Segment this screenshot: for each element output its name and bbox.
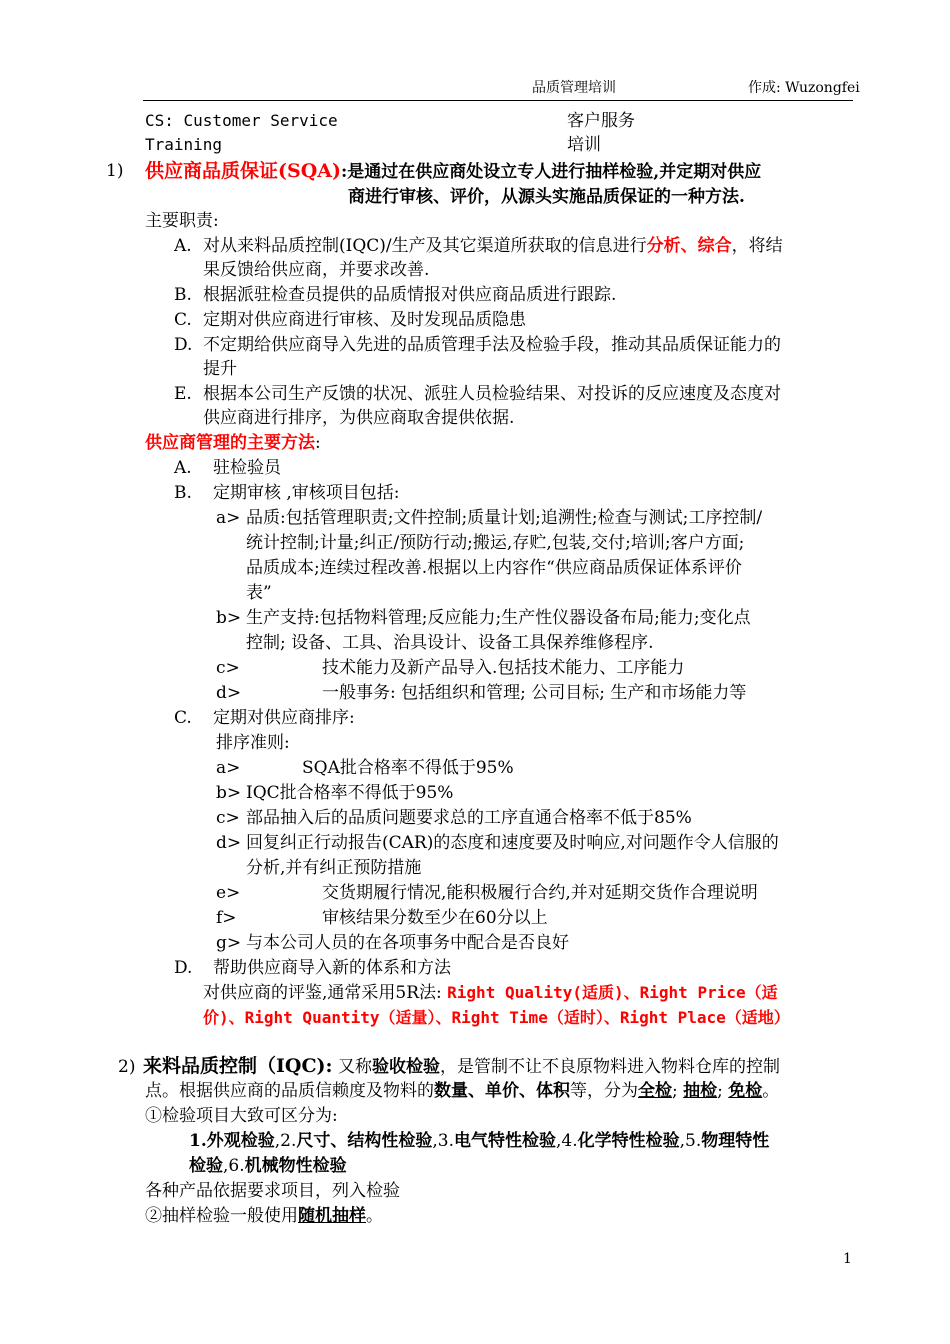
criteria-a-marker: a>: [216, 758, 241, 778]
keyword-volume: 体积: [536, 1081, 570, 1101]
method-d-marker: D.: [174, 958, 193, 978]
criteria-b-text: IQC批合格率不得低于95%: [246, 783, 454, 803]
sqa-definition-cont: 商进行审核、评价，从源头实施品质保证的一种方法.: [348, 187, 745, 207]
criteria-d-line-1: 回复纠正行动报告(CAR)的态度和速度要及时响应,对问题作令人信服的: [246, 833, 779, 853]
cs-chinese-line-2: 培训: [567, 135, 601, 155]
criteria-b-marker: b>: [216, 783, 242, 803]
method-d-text: 帮助供应商导入新的体系和方法: [213, 958, 451, 978]
criteria-d-marker: d>: [216, 833, 242, 853]
keyword-full-inspection: 全检: [638, 1081, 672, 1101]
duty-a-text-cont: 果反馈给供应商，并要求改善.: [203, 260, 430, 280]
sqa-definition: :是通过在供应商处设立专人进行抽样检验,并定期对供应: [341, 162, 762, 182]
duty-e-marker: E.: [174, 384, 192, 404]
keyword-analysis: 分析: [646, 236, 681, 256]
criteria-g-marker: g>: [216, 933, 242, 953]
duty-b-text: 根据派驻检查员提供的品质情报对供应商品质进行跟踪.: [203, 285, 617, 305]
audit-d-text: 一般事务: 包括组织和管理; 公司目标; 生产和市场能力等: [322, 683, 747, 703]
sampling-method-line: ②抽样检验一般使用随机抽样。: [145, 1206, 383, 1226]
5r-quality-price: Right Quality(适质)、Right Price（适: [447, 983, 778, 1002]
audit-a-marker: a>: [216, 508, 241, 528]
keyword-synthesis: 综合: [697, 236, 732, 256]
audit-a-line-4: 表”: [246, 583, 272, 603]
criteria-a-text: SQA批合格率不得低于95%: [302, 758, 514, 778]
item-physical: 物理特性: [701, 1131, 770, 1151]
audit-a-line-2: 统计控制;计量;纠正/预防行动;搬运,存贮,包装,交付;培训;客户方面;: [246, 533, 745, 553]
iqc-heading-line: 来料品质控制（IQC): 又称验收检验，是管制不让不良原物料进入物料仓库的控制: [143, 1055, 780, 1077]
inspection-items-intro: ①检验项目大致可区分为:: [145, 1106, 338, 1126]
page-number: 1: [843, 1251, 852, 1267]
audit-b-line-2: 控制; 设备、工具、治具设计、设备工具保养维修程序.: [246, 633, 654, 653]
criteria-e-marker: e>: [216, 883, 241, 903]
sqa-title: 供应商品质保证(SQA): [145, 160, 341, 182]
method-c-marker: C.: [174, 708, 192, 728]
duty-a-marker: A.: [174, 236, 192, 256]
criteria-c-marker: c>: [216, 808, 240, 828]
item-chemical: 化学特性检验: [577, 1131, 680, 1151]
method-c-text: 定期对供应商排序:: [213, 708, 355, 728]
keyword-acceptance-inspection: 验收检验: [371, 1057, 440, 1077]
audit-c-text: 技术能力及新产品导入.包括技术能力、工序能力: [322, 658, 685, 678]
5r-line-1: 对供应商的评鉴,通常采用5R法: Right Quality(适质)、Right Price（适: [203, 983, 778, 1003]
keyword-random-sampling: 随机抽样: [298, 1206, 366, 1226]
keyword-unit-price: 单价: [485, 1081, 519, 1101]
item-appearance: 外观检验: [206, 1131, 275, 1151]
5r-line-2: 价)、Right Quantity（适量）、Right Time（适时）、Right Place（适地）: [203, 1008, 790, 1027]
section-1-heading: [145, 159, 761, 184]
method-b-text: 定期审核 ,审核项目包括:: [213, 483, 400, 503]
keyword-quantity: 数量: [434, 1081, 468, 1101]
inspection-items-line-2: 检验,6.机械物性检验: [189, 1156, 347, 1176]
duty-c-text: 定期对供应商进行审核、及时发现品质隐患: [203, 310, 526, 330]
audit-b-line-1: 生产支持:包括物料管理;反应能力;生产性仪器设备布局;能力;变化点: [246, 608, 751, 628]
criteria-e-text: 交货期履行情况,能积极履行合约,并对延期交货作合理说明: [322, 883, 758, 903]
duty-a-text: 对从来料品质控制(IQC)/生产及其它渠道所获取的信息进行分析、综合，将结: [203, 236, 783, 256]
inspection-per-product: 各种产品依据要求项目，列入检验: [145, 1181, 400, 1201]
cs-chinese-line: 客户服务: [567, 111, 635, 131]
cs-english-line: CS: Customer Service: [145, 111, 338, 130]
audit-d-marker: d>: [216, 683, 242, 703]
audit-c-marker: c>: [216, 658, 240, 678]
item-electrical: 电气特性检验: [454, 1131, 556, 1151]
audit-b-marker: b>: [216, 608, 242, 628]
method-a-text: 驻检验员: [213, 458, 281, 478]
duty-b-marker: B.: [174, 285, 192, 305]
ranking-criteria-label: 排序准则:: [216, 733, 290, 753]
cs-english-line-2: Training: [145, 135, 223, 154]
methods-heading: 供应商管理的主要方法:: [145, 433, 321, 453]
duty-d-text: 不定期给供应商导入先进的品质管理手法及检验手段，推动其品质保证能力的: [203, 335, 781, 355]
header-rule: [143, 100, 853, 101]
duty-d-text-cont: 提升: [203, 359, 237, 379]
header-title: 品质管理培训: [532, 80, 616, 96]
duty-c-marker: C.: [174, 310, 192, 330]
keyword-sampling-inspection: 抽检: [683, 1081, 718, 1101]
method-b-marker: B.: [174, 483, 192, 503]
iqc-line-2: 点。根据供应商的品质信赖度及物料的数量、单价、体积等，分为全检; 抽检; 免检。: [145, 1081, 780, 1101]
audit-a-line-1: 品质:包括管理职责;文件控制;质量计划;追溯性;检查与测试;工序控制/: [246, 508, 763, 528]
header-author: 作成: Wuzongfei: [748, 80, 860, 96]
iqc-title: 来料品质控制（IQC):: [143, 1055, 333, 1077]
criteria-f-text: 审核结果分数至少在60分以上: [322, 908, 548, 928]
section-1-number: 1): [106, 161, 124, 181]
criteria-g-text: 与本公司人员的在各项事务中配合是否良好: [246, 933, 569, 953]
inspection-items-line-1: 1.外观检验,2.尺寸、结构性检验,3.电气特性检验,4.化学特性检验,5.物理特性: [189, 1131, 770, 1151]
keyword-exempt-inspection: 免检: [728, 1081, 763, 1101]
duty-e-text: 根据本公司生产反馈的状况、派驻人员检验结果、对投诉的反应速度及态度对: [203, 384, 781, 404]
audit-a-line-3: 品质成本;连续过程改善.根据以上内容作“供应商品质保证体系评价: [246, 558, 742, 578]
section-2-number: 2): [118, 1057, 136, 1077]
criteria-f-marker: f>: [216, 908, 237, 928]
criteria-d-line-2: 分析,并有纠正预防措施: [246, 858, 422, 878]
duty-e-text-cont: 供应商进行排序，为供应商取舍提供依据.: [203, 408, 515, 428]
duties-heading: 主要职责:: [145, 211, 219, 231]
item-mechanical: 机械物性检验: [244, 1156, 347, 1176]
method-a-marker: A.: [174, 458, 192, 478]
item-dimension-structure: 尺寸、结构性检验: [296, 1131, 433, 1151]
criteria-c-text: 部品抽入后的品质问题要求总的工序直通合格率不低于85%: [246, 808, 692, 828]
duty-d-marker: D.: [174, 335, 193, 355]
